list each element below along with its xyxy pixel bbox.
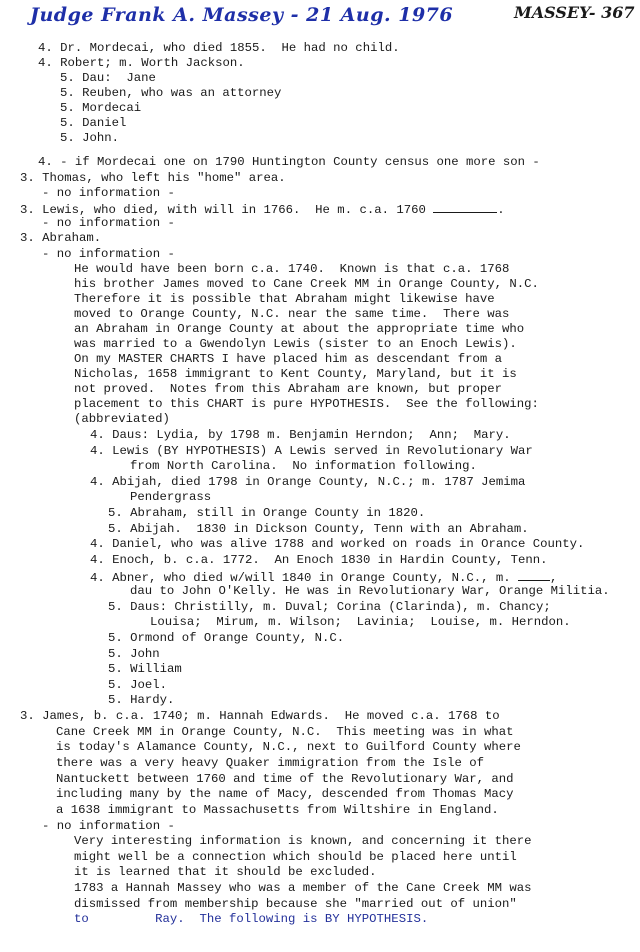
text-line bbox=[20, 231, 101, 246]
text-line-content: moved to Orange County, N.C. near the same time. There was bbox=[74, 307, 510, 321]
text-line-content: Louisa; Mirum, m. Wilson; Lavinia; Louise, m. Herndon. bbox=[150, 615, 571, 629]
text-line-content: 5. Daus: Christilly, m. Duval; Corina (Clarinda), m. Chancy; bbox=[108, 600, 551, 614]
text-line-content: 4. Enoch, b. c.a. 1772. An Enoch 1830 in Hardin County, Tenn. bbox=[90, 553, 548, 567]
text-line bbox=[130, 584, 610, 599]
text-line-content: 3. Lewis, who died, with will in 1766. He m. c.a. 1760 bbox=[20, 203, 426, 217]
text-line-content: it is learned that it should be excluded. bbox=[74, 865, 377, 879]
text-line bbox=[74, 337, 517, 352]
text-line bbox=[130, 459, 477, 474]
text-line bbox=[74, 397, 539, 412]
text-line-content: 5. Dau: Jane bbox=[60, 71, 156, 85]
text-line-content: is today's Alamance County, N.C., next to Guilford County where bbox=[56, 740, 521, 754]
text-line-content: 5. John. bbox=[60, 131, 120, 145]
text-line-content: 4. Abner, who died w/will 1840 in Orange County, N.C., m. bbox=[90, 571, 511, 585]
text-line bbox=[108, 678, 167, 693]
text-line-content: 1783 a Hannah Massey who was a member of the Cane Creek MM was bbox=[74, 881, 532, 895]
text-line bbox=[108, 522, 529, 537]
text-line bbox=[20, 709, 500, 724]
page-reference: MASSEY- 367 bbox=[514, 3, 635, 22]
text-line bbox=[90, 537, 584, 552]
text-line bbox=[56, 787, 514, 802]
text-line-content: his brother James moved to Cane Creek MM in Orange County, N.C. bbox=[74, 277, 539, 291]
text-line bbox=[60, 101, 141, 116]
text-line-content: 5. Abijah. 1830 in Dickson County, Tenn with an Abraham. bbox=[108, 522, 529, 536]
text-line-content: an Abraham in Orange County at about the appropriate time who bbox=[74, 322, 525, 336]
text-line bbox=[90, 569, 557, 584]
text-line-content: Pendergrass bbox=[130, 490, 212, 504]
text-line bbox=[60, 71, 156, 86]
text-line-content: He would have been born c.a. 1740. Known is that c.a. 1768 bbox=[74, 262, 510, 276]
text-line-content: 5. Reuben, who was an attorney bbox=[60, 86, 282, 100]
text-line-content: - no information - bbox=[42, 186, 175, 200]
text-line-content: 5. Mordecai bbox=[60, 101, 142, 115]
text-line bbox=[108, 693, 174, 708]
text-line-suffix: , bbox=[550, 571, 558, 585]
text-line bbox=[108, 631, 344, 646]
text-line-content: 4. Lewis (BY HYPOTHESIS) A Lewis served in Revolutionary War bbox=[90, 444, 533, 458]
text-line bbox=[74, 367, 517, 382]
text-line bbox=[38, 56, 245, 71]
text-line bbox=[74, 382, 502, 397]
text-line-content: from North Carolina. No information following. bbox=[130, 459, 477, 473]
text-line-content: might well be a connection which should be placed here until bbox=[74, 850, 517, 864]
text-line bbox=[56, 756, 484, 771]
text-line bbox=[108, 647, 160, 662]
text-line bbox=[90, 444, 533, 459]
text-line-content: 5. Ormond of Orange County, N.C. bbox=[108, 631, 345, 645]
text-line bbox=[42, 247, 175, 262]
text-line bbox=[150, 615, 571, 630]
text-line bbox=[74, 262, 509, 277]
text-line bbox=[38, 41, 400, 56]
text-line-content: Cane Creek MM in Orange County, N.C. This meeting was in what bbox=[56, 725, 514, 739]
text-line-content: 5. Daniel bbox=[60, 116, 127, 130]
text-line bbox=[90, 428, 511, 443]
text-line-content: 5. Hardy. bbox=[108, 693, 175, 707]
text-line-content: Nicholas, 1658 immigrant to Kent County, Maryland, but it is bbox=[74, 367, 517, 381]
text-line-content: there was a very heavy Quaker immigration from the Isle of bbox=[56, 756, 485, 770]
text-line bbox=[74, 322, 524, 337]
text-line-content: 5. Abraham, still in Orange County in 1820. bbox=[108, 506, 426, 520]
text-line bbox=[74, 881, 532, 896]
text-line bbox=[90, 553, 548, 568]
text-line-content: 4. Robert; m. Worth Jackson. bbox=[38, 56, 245, 70]
text-line-content: 4. - if Mordecai one on 1790 Huntington County census one more son - bbox=[38, 155, 540, 169]
text-line-content: 4. Dr. Mordecai, who died 1855. He had no child. bbox=[38, 41, 400, 55]
text-line-content: was married to a Gwendolyn Lewis (sister to an Enoch Lewis). bbox=[74, 337, 517, 351]
text-line-content: 5. Joel. bbox=[108, 678, 168, 692]
text-line bbox=[20, 201, 505, 216]
text-line bbox=[56, 740, 521, 755]
text-line bbox=[56, 772, 514, 787]
text-line-content: - no information - bbox=[42, 247, 175, 261]
fill-in-blank bbox=[433, 201, 497, 213]
text-line bbox=[42, 216, 175, 231]
text-line bbox=[74, 912, 428, 927]
fill-in-blank bbox=[518, 569, 550, 581]
text-line-content: to Ray. The following is BY HYPOTHESIS. bbox=[74, 912, 429, 926]
text-line bbox=[56, 803, 499, 818]
text-line-content: dau to John O'Kelly. He was in Revolutionary War, Orange Militia. bbox=[130, 584, 610, 598]
text-line bbox=[60, 86, 281, 101]
text-line-content: - no information - bbox=[42, 819, 175, 833]
text-line-content: a 1638 immigrant to Massachusetts from Wiltshire in England. bbox=[56, 803, 499, 817]
text-line bbox=[38, 155, 540, 170]
text-line bbox=[60, 116, 126, 131]
text-line-content: 4. Daus: Lydia, by 1798 m. Benjamin Herndon; Ann; Mary. bbox=[90, 428, 511, 442]
text-line-content: including many by the name of Macy, descended from Thomas Macy bbox=[56, 787, 514, 801]
text-line bbox=[74, 352, 502, 367]
text-line-content: 3. James, b. c.a. 1740; m. Hannah Edwards. He moved c.a. 1768 to bbox=[20, 709, 500, 723]
text-line bbox=[74, 850, 517, 865]
text-line bbox=[74, 834, 532, 849]
text-line bbox=[74, 412, 170, 427]
text-line-content: Nantuckett between 1760 and time of the Revolutionary War, and bbox=[56, 772, 514, 786]
text-line bbox=[130, 490, 211, 505]
text-line bbox=[108, 662, 182, 677]
text-line-content: Very interesting information is known, and concerning it there bbox=[74, 834, 532, 848]
text-line bbox=[42, 819, 175, 834]
text-line-suffix: . bbox=[497, 203, 505, 217]
text-line-content: - no information - bbox=[42, 216, 175, 230]
text-line bbox=[90, 475, 525, 490]
text-line bbox=[20, 171, 286, 186]
text-line-content: 5. William bbox=[108, 662, 182, 676]
text-line bbox=[74, 277, 539, 292]
text-line-content: Therefore it is possible that Abraham might likewise have bbox=[74, 292, 495, 306]
text-line-content: placement to this CHART is pure HYPOTHESIS. See the following: bbox=[74, 397, 539, 411]
text-line-content: dismissed from membership because she "married out of union" bbox=[74, 897, 517, 911]
text-line-content: not proved. Notes from this Abraham are known, but proper bbox=[74, 382, 503, 396]
text-line-content: 5. John bbox=[108, 647, 160, 661]
text-line bbox=[74, 307, 509, 322]
text-line bbox=[56, 725, 514, 740]
text-line-content: On my MASTER CHARTS I have placed him as descendant from a bbox=[74, 352, 503, 366]
handwritten-title: Judge Frank A. Massey - 21 Aug. 1976 bbox=[30, 4, 454, 26]
text-line bbox=[60, 131, 119, 146]
text-line bbox=[74, 897, 517, 912]
text-line bbox=[74, 292, 495, 307]
text-line bbox=[108, 506, 425, 521]
text-line bbox=[74, 865, 377, 880]
text-line-content: (abbreviated) bbox=[74, 412, 170, 426]
text-line bbox=[42, 186, 175, 201]
text-line-content: 4. Abijah, died 1798 in Orange County, N.C.; m. 1787 Jemima bbox=[90, 475, 526, 489]
text-line-content: 3. Thomas, who left his "home" area. bbox=[20, 171, 286, 185]
text-line-content: 3. Abraham. bbox=[20, 231, 102, 245]
text-line bbox=[108, 600, 551, 615]
text-line-content: 4. Daniel, who was alive 1788 and worked on roads in Orance County. bbox=[90, 537, 585, 551]
